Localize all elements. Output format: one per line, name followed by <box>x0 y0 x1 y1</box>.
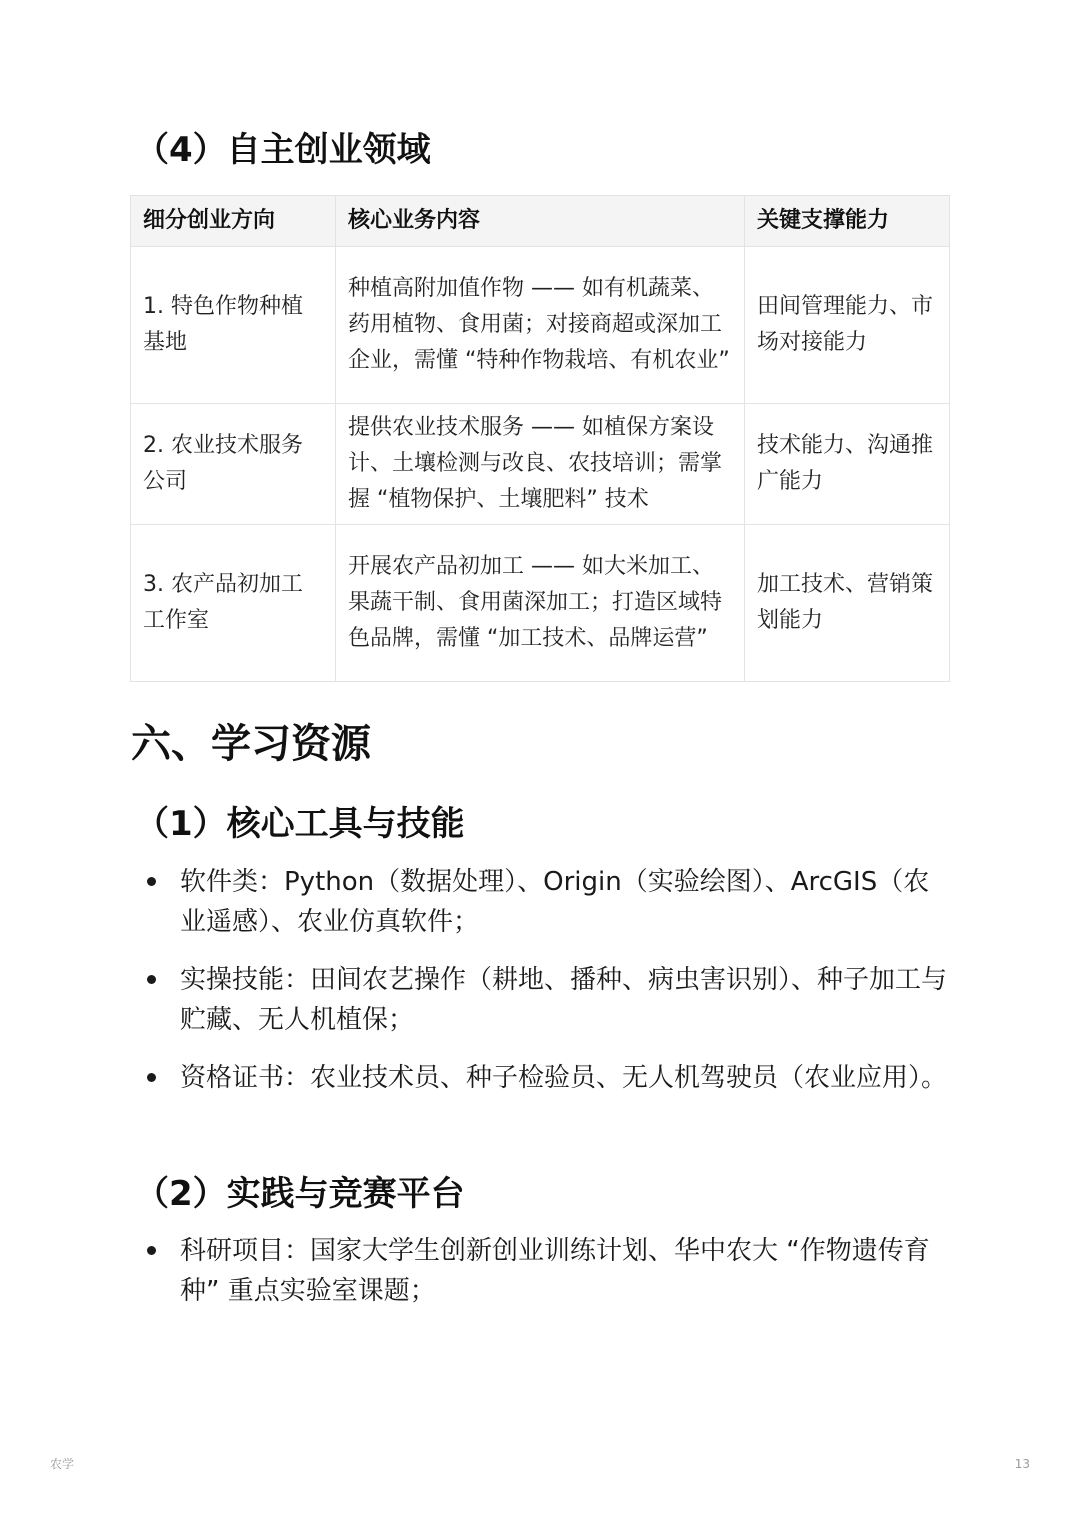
table-cell-ability: 加工技术、营销策划能力 <box>745 525 950 682</box>
list-item <box>143 1231 953 1311</box>
tools-skills-list <box>143 862 953 1116</box>
bullet-icon <box>147 1246 156 1255</box>
section-heading-entrepreneurship: （4）自主创业领域 <box>135 130 431 170</box>
subsection-heading-practice-platforms: （2）实践与竞赛平台 <box>135 1174 465 1214</box>
bullet-icon <box>147 1073 156 1082</box>
table-cell-direction: 2. 农业技术服务公司 <box>131 404 336 525</box>
footer-document-title: 农学 <box>50 1457 75 1471</box>
table-cell-content: 种植高附加值作物 —— 如有机蔬菜、药用植物、食用菌；对接商超或深加工企业，需懂 “特种作物栽培、有机农业” <box>336 247 745 404</box>
table-row <box>131 525 950 682</box>
table-cell-ability: 技术能力、沟通推广能力 <box>745 404 950 525</box>
entrepreneurship-table <box>130 195 950 682</box>
list-item-text: 资格证书：农业技术员、种子检验员、无人机驾驶员（农业应用）。 <box>180 1063 948 1093</box>
table-header-cell: 细分创业方向 <box>131 196 336 247</box>
table-header-row <box>131 196 950 247</box>
table-cell-ability: 田间管理能力、市场对接能力 <box>745 247 950 404</box>
table-header-cell: 核心业务内容 <box>336 196 745 247</box>
footer-page-number: 13 <box>1014 1457 1030 1471</box>
table-row <box>131 247 950 404</box>
list-item-text: 软件类：Python（数据处理）、Origin（实验绘图）、ArcGIS（农业遥感）、农业仿真软件； <box>180 867 930 937</box>
bullet-icon <box>147 975 156 984</box>
table-cell-content: 开展农产品初加工 —— 如大米加工、果蔬干制、食用菌深加工；打造区域特色品牌，需懂 “加工技术、品牌运营” <box>336 525 745 682</box>
list-item-text: 实操技能：田间农艺操作（耕地、播种、病虫害识别）、种子加工与贮藏、无人机植保； <box>180 965 948 1035</box>
table-row <box>131 404 950 525</box>
practice-platforms-list <box>143 1231 953 1329</box>
bullet-icon <box>147 877 156 886</box>
list-item <box>143 1058 953 1098</box>
table-header-cell: 关键支撑能力 <box>745 196 950 247</box>
subsection-heading-tools-skills: （1）核心工具与技能 <box>135 804 465 844</box>
list-item <box>143 862 953 942</box>
list-item <box>143 960 953 1040</box>
section-heading-learning-resources: 六、学习资源 <box>131 721 371 767</box>
table-cell-content: 提供农业技术服务 —— 如植保方案设计、土壤检测与改良、农技培训；需掌握 “植物保护、土壤肥料” 技术 <box>336 404 745 525</box>
table-cell-direction: 3. 农产品初加工工作室 <box>131 525 336 682</box>
table-cell-direction: 1. 特色作物种植基地 <box>131 247 336 404</box>
list-item-text: 科研项目：国家大学生创新创业训练计划、华中农大 “作物遗传育种” 重点实验室课题； <box>180 1236 930 1306</box>
